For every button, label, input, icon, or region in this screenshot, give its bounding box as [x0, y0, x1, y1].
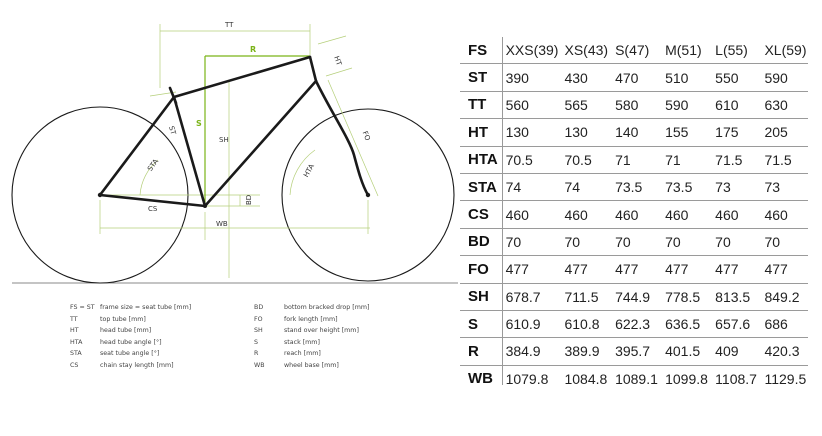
table-row — [460, 91, 808, 118]
row-label: ST — [460, 64, 500, 91]
label-cs: CS — [148, 205, 158, 213]
legend-item — [70, 360, 191, 372]
table-cell: 175 — [709, 119, 758, 146]
row-label: TT — [460, 91, 500, 118]
table-cell: 70 — [758, 228, 808, 255]
table-header-row — [460, 37, 808, 64]
size-header: XXS(39) — [500, 37, 559, 64]
table-cell: 70 — [659, 228, 709, 255]
table-cell: 71 — [609, 146, 659, 173]
label-fo: FO — [360, 130, 372, 142]
table-cell: 610.9 — [500, 310, 559, 337]
legend-abbr: FS = ST — [70, 304, 95, 312]
table-row — [460, 256, 808, 283]
table-cell: 565 — [558, 91, 609, 118]
legend-definition: head tube angle [°] — [100, 338, 162, 346]
table-cell: 849.2 — [758, 283, 808, 310]
table-cell: 70 — [500, 228, 559, 255]
label-r: R — [250, 45, 257, 54]
table-cell: 70.5 — [558, 146, 609, 173]
legend-abbr: TT — [70, 315, 78, 323]
bike-frame — [100, 54, 368, 206]
geometry-table — [460, 37, 808, 392]
table-cell: 477 — [558, 256, 609, 283]
legend-item — [70, 314, 191, 326]
table-cell: 140 — [609, 119, 659, 146]
table-cell: 560 — [500, 91, 559, 118]
table-cell: 744.9 — [609, 283, 659, 310]
table-cell: 155 — [659, 119, 709, 146]
label-tt: TT — [225, 21, 234, 29]
label-wb: WB — [216, 220, 228, 228]
row-label: R — [460, 338, 500, 365]
table-cell: 580 — [609, 91, 659, 118]
size-header: L(55) — [709, 37, 758, 64]
table-cell: 1108.7 — [715, 370, 757, 387]
table-cell: 70.5 — [500, 146, 559, 173]
size-header: S(47) — [609, 37, 659, 64]
table-cell: 590 — [659, 91, 709, 118]
legend-definition: seat tube angle [°] — [100, 350, 160, 358]
legend-definition: chain stay length [mm] — [100, 361, 174, 369]
table-cell: 460 — [659, 201, 709, 228]
label-bd: BD — [245, 194, 253, 205]
table-cell: 510 — [659, 64, 709, 91]
legend-definition: stack [mm] — [284, 338, 320, 346]
legend-column-right — [254, 302, 369, 371]
legend-definition: reach [mm] — [284, 350, 321, 358]
label-s: S — [196, 119, 202, 128]
legend-item — [70, 325, 191, 337]
table-cell: 636.5 — [659, 310, 709, 337]
legend-item — [254, 302, 369, 314]
legend-abbr: FO — [254, 315, 263, 323]
table-cell: 550 — [709, 64, 758, 91]
rear-axle — [98, 193, 102, 197]
table-cell: 390 — [500, 64, 559, 91]
table-cell: 610.8 — [558, 310, 609, 337]
legend-item — [254, 348, 369, 360]
legend-definition: bottom bracked drop [mm] — [284, 304, 370, 312]
table-cell: 630 — [758, 91, 808, 118]
legend-definition: head tube [mm] — [100, 327, 152, 335]
legend-abbr: WB — [254, 361, 265, 369]
bike-geometry-diagram — [0, 0, 460, 290]
table-row — [460, 146, 808, 173]
table-cell: 401.5 — [659, 338, 709, 365]
table-cell: 395.7 — [609, 338, 659, 365]
legend-abbr: CS — [70, 361, 79, 369]
table-cell: 477 — [709, 256, 758, 283]
table-cell: 420.3 — [758, 338, 808, 365]
reach-stack-lines — [205, 56, 310, 206]
table-cell: 70 — [558, 228, 609, 255]
legend-item — [70, 348, 191, 360]
legend-abbr: BD — [254, 304, 264, 312]
legend-item — [254, 337, 369, 349]
legend-item — [254, 360, 369, 372]
table-cell: 1089.1 — [615, 370, 658, 387]
table-cell: 477 — [609, 256, 659, 283]
table-cell: 73.5 — [609, 173, 659, 200]
table-cell: 430 — [558, 64, 609, 91]
legend-abbr: SH — [254, 327, 263, 335]
table-cell: 73 — [709, 173, 758, 200]
table-cell: 460 — [500, 201, 559, 228]
legend-item — [70, 302, 191, 314]
table-row — [460, 173, 808, 200]
label-sta: STA — [146, 157, 161, 173]
table-cell: 657.6 — [709, 310, 758, 337]
row-label: S — [460, 310, 500, 337]
table-cell: 384.9 — [500, 338, 559, 365]
legend-abbr: HT — [70, 327, 79, 335]
table-row — [460, 310, 808, 337]
table-cell: 70 — [609, 228, 659, 255]
table-cell: 1079.8 — [505, 370, 549, 387]
row-label: HTA — [460, 146, 500, 173]
legend-abbr: STA — [70, 350, 82, 358]
table-row — [460, 283, 808, 310]
row-label: WB — [468, 370, 493, 388]
table-cell: 460 — [609, 201, 659, 228]
row-label: SH — [460, 283, 500, 310]
size-header: XS(43) — [558, 37, 609, 64]
table-cell: 1129.5 — [764, 370, 807, 387]
table-cell: 678.7 — [500, 283, 559, 310]
table-row — [460, 338, 808, 365]
row-label: FO — [460, 256, 500, 283]
table-cell: 71.5 — [709, 146, 758, 173]
row-label: STA — [460, 173, 500, 200]
table-cell: 130 — [500, 119, 559, 146]
table-cell: 130 — [558, 119, 609, 146]
legend-item — [254, 325, 369, 337]
table-cell: 1084.8 — [564, 370, 608, 387]
legend-definition: wheel base [mm] — [284, 361, 339, 369]
row-label: BD — [460, 228, 500, 255]
legend-item — [70, 337, 191, 349]
table-row — [460, 201, 808, 228]
legend-definition: stand over height [mm] — [284, 327, 359, 335]
table-cell: 205 — [758, 119, 808, 146]
table-cell: 460 — [709, 201, 758, 228]
table-cell: 813.5 — [709, 283, 758, 310]
table-cell: 477 — [659, 256, 709, 283]
row-label: FS — [460, 37, 500, 64]
table-row — [460, 228, 808, 255]
table-row — [460, 365, 808, 392]
table-cell: 70 — [709, 228, 758, 255]
label-st: ST — [167, 125, 178, 136]
label-ht: HT — [332, 54, 343, 67]
legend-abbr: HTA — [70, 338, 83, 346]
table-cell: 74 — [500, 173, 559, 200]
label-hta: HTA — [302, 162, 316, 179]
row-label: HT — [460, 119, 500, 146]
table-row — [460, 119, 808, 146]
front-axle — [366, 193, 370, 197]
legend-definition: frame size = seat tube [mm] — [100, 304, 192, 312]
table-cell: 610 — [709, 91, 758, 118]
table-cell: 74 — [558, 173, 609, 200]
table-cell: 460 — [558, 201, 609, 228]
table-cell: 409 — [709, 338, 758, 365]
table-cell: 711.5 — [558, 283, 609, 310]
table-cell: 389.9 — [558, 338, 609, 365]
table-cell: 73 — [758, 173, 808, 200]
table-cell: 686 — [758, 310, 808, 337]
table-cell: 778.5 — [659, 283, 709, 310]
table-cell: 71.5 — [758, 146, 808, 173]
label-sh: SH — [219, 136, 229, 144]
size-header: M(51) — [659, 37, 709, 64]
table-cell: 460 — [758, 201, 808, 228]
bottom-bracket — [203, 204, 207, 208]
legend-column-left — [70, 302, 191, 371]
table-cell: 477 — [500, 256, 559, 283]
legend-abbr: R — [254, 350, 259, 358]
table-cell: 477 — [758, 256, 808, 283]
table-cell: 1099.8 — [665, 370, 708, 387]
legend-abbr: S — [254, 338, 258, 346]
size-header: XL(59) — [758, 37, 808, 64]
table-cell: 622.3 — [609, 310, 659, 337]
legend-definition: top tube [mm] — [100, 315, 146, 323]
table-row — [460, 64, 808, 91]
table-cell: 73.5 — [659, 173, 709, 200]
row-label: CS — [460, 201, 500, 228]
table-cell: 71 — [659, 146, 709, 173]
legend-item — [254, 314, 369, 326]
table-cell: 590 — [758, 64, 808, 91]
legend-definition: fork length [mm] — [284, 315, 338, 323]
table-cell: 470 — [609, 64, 659, 91]
